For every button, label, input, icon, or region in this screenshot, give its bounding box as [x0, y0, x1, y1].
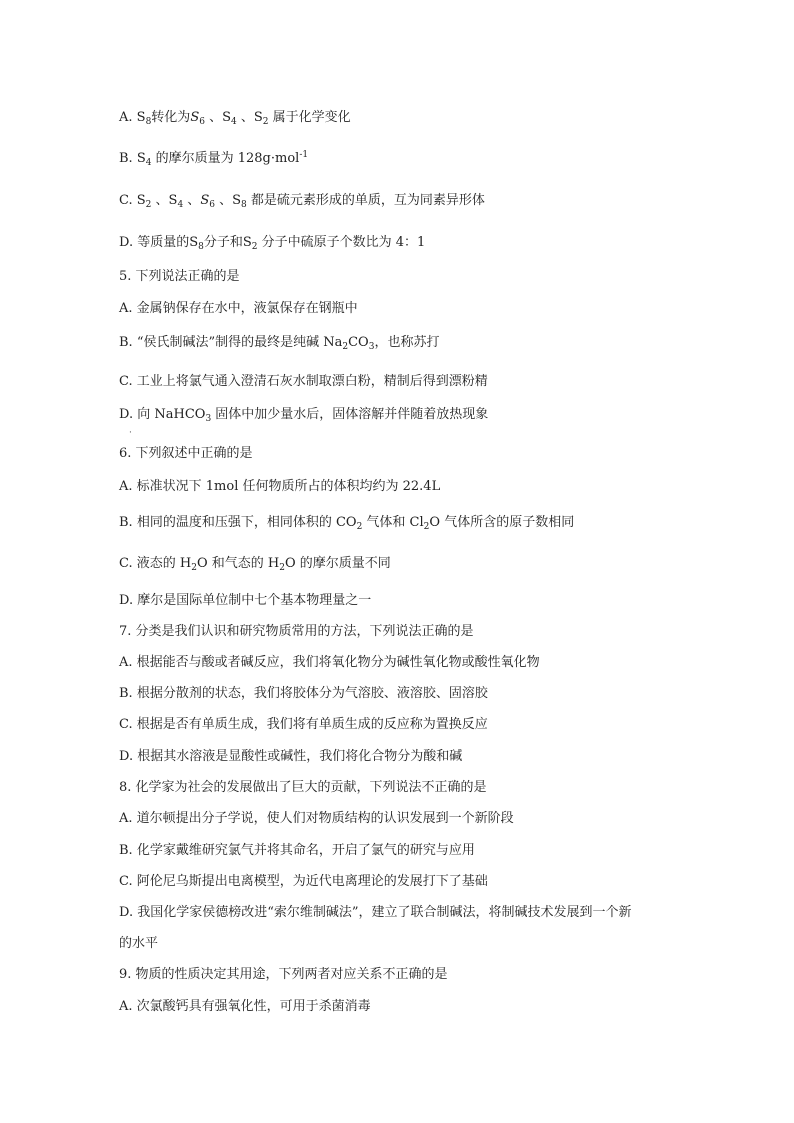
- q9-stem: 9. 物质的性质决定其用途，下列两者对应关系不正确的是: [119, 967, 448, 982]
- q7-stem: 7. 分类是我们认识和研究物质常用的方法，下列说法正确的是: [119, 624, 474, 639]
- q6-option-b: B. 相同的温度和压强下，相同体积的 $CO_2$ 气体和 $Cl_2O$ 气体所含的原子数相同: [119, 515, 575, 532]
- q7-option-c: C. 根据是否有单质生成，我们将有单质生成的反应称为置换反应: [119, 717, 488, 732]
- q8-stem: 8. 化学家为社会的发展做出了巨大的贡献，下列说法不正确的是: [119, 780, 487, 795]
- q6-option-c: C. 液态的 $H_2O$ 和气态的 $H_2O$ 的摩尔质量不同: [119, 556, 391, 573]
- q9-option-a: A. 次氯酸钙具有强氧化性，可用于杀菌消毒: [119, 999, 371, 1014]
- q8-option-d-line1: D. 我国化学家侯德榜改进“索尔维制碱法”，建立了联合制碱法，将制碱技术发展到一个新: [119, 905, 632, 920]
- q6-stem: 6. 下列叙述中正确的是: [119, 446, 253, 461]
- q5-option-c: C. 工业上将氯气通入澄清石灰水制取漂白粉，精制后得到漂粉精: [119, 374, 488, 389]
- q8-option-d-line2: 的水平: [119, 936, 159, 951]
- q8-option-b: B. 化学家戴维研究氯气并将其命名，开启了氯气的研究与应用: [119, 843, 475, 858]
- q8-option-a: A. 道尔顿提出分子学说，使人们对物质结构的认识发展到一个新阶段: [119, 811, 514, 826]
- q6-option-d: D. 摩尔是国际单位制中七个基本物理量之一: [119, 593, 372, 608]
- q7-option-d: D. 根据其水溶液是显酸性或碱性，我们将化合物分为酸和碱: [119, 749, 463, 764]
- q8-option-c: C. 阿伦尼乌斯提出电离模型，为近代电离理论的发展打下了基础: [119, 874, 488, 889]
- q5-option-a: A. 金属钠保存在水中，液氯保存在钢瓶中: [119, 301, 358, 316]
- q5-option-d: D. 向 NaHCO$_3$ 固体中加少量水后，固体溶解并伴随着放热现象: [119, 407, 489, 424]
- q7-option-b: B. 根据分散剂的状态，我们将胶体分为气溶胶、液溶胶、固溶胶: [119, 686, 488, 701]
- q6-option-a: A. 标准状况下 1mol 任何物质所占的体积均约为 22.4L: [119, 479, 441, 494]
- q4-option-c: C. $S_2$ 、$S_4$ 、$S_6$ 、$S_8$ 都是硫元素形成的单质，互为同素异形体: [119, 193, 485, 210]
- q4-option-b: B. $S_4$ 的摩尔质量为 128g·mol$^{-1}$: [119, 150, 309, 168]
- q4-option-a: A. $S_8$转化为$S_6$ 、$S_4$ 、$S_2$ 属于化学变化: [119, 110, 351, 127]
- q4-option-d: D. 等质量的$S_8$分子和$S_2$ 分子中硫原子个数比为 4：1: [119, 235, 426, 252]
- q5-option-b: B. “侯氏制碱法”制得的最终是纯碱 $Na_2CO_3$，也称苏打: [119, 335, 440, 352]
- q7-option-a: A. 根据能否与酸或者碱反应，我们将氧化物分为碱性氧化物或酸性氧化物: [119, 655, 540, 670]
- q5-stem: 5. 下列说法正确的是: [119, 269, 240, 284]
- stray-dot-mark: ·: [129, 428, 132, 438]
